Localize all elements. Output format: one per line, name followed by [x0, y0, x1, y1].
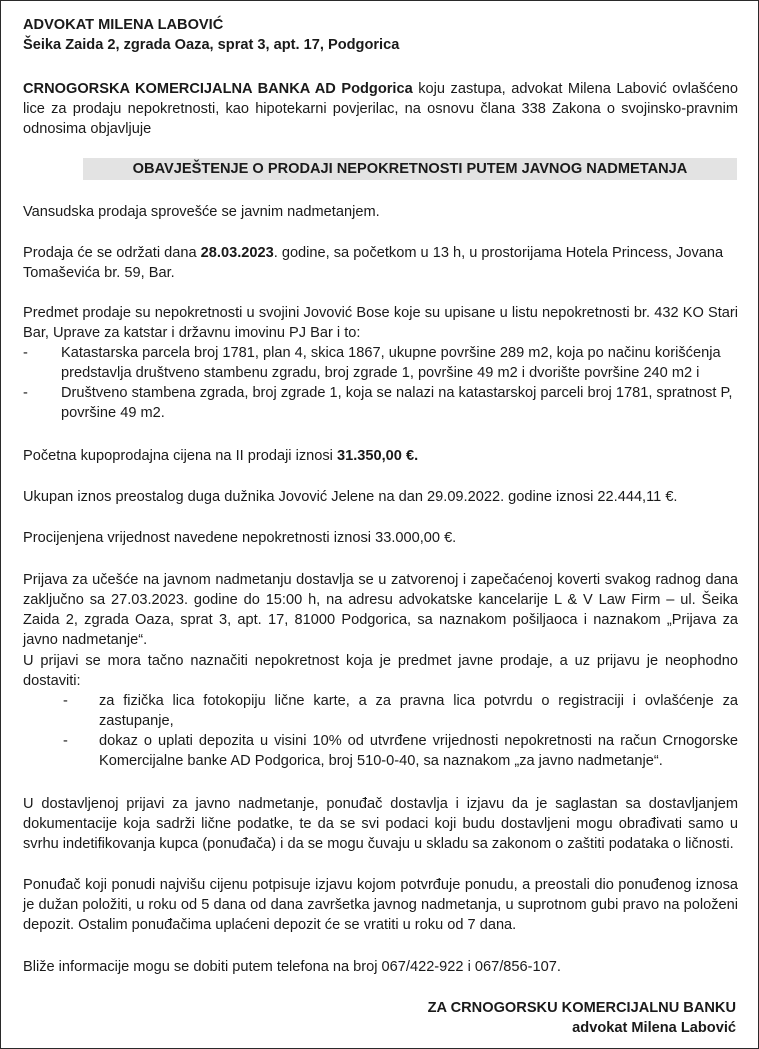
notice-title: OBAVJEŠTENJE O PRODAJI NEPOKRETNOSTI PUTEM JAVNOG NADMETANJA — [83, 158, 737, 180]
list-dash: - — [63, 693, 68, 709]
signature-line2: advokat Milena Labović — [572, 1020, 736, 1036]
list-item — [23, 383, 738, 423]
requirement-deposit: dokaz o uplati depozita u visini 10% od utvrđene vrijednosti nepokretnosti na račun Crnogorske Komercijalne banke AD Podgorica, broj 510-0-40, sa naznakom „za javno nadmetanje“. — [99, 733, 738, 769]
paragraph-personal-data: U dostavljenoj prijavi za javno nadmetanje, ponuđač dostavlja i izjavu da je saglastan sa dostavljanjem dokumentacije koja sadrži lične podatke, te da se svi podaci koji budu dostavljeni mogu obrađivati samo u svrhu indetifikovanja kupca (ponuđača) i da se mogu čuvaju u skladu sa zakonom o zaštiti podataka o ličnosti. — [23, 796, 738, 852]
property-item-building: Društveno stambena zgrada, broj zgrade 1, koja se nalazi na katastarskoj parceli broj 1781, spratnost P, površine 49 m2. — [61, 385, 733, 421]
paragraph-property — [23, 303, 738, 423]
sale-date-text: Prodaja će se održati dana — [23, 245, 201, 261]
requirement-id: za fizička lica fotokopiju lične karte, a za pravna lica potvrdu o registraciji i ovlašćenje za zastupanje, — [99, 693, 738, 729]
paragraph-starting-price — [23, 446, 738, 466]
property-intro: Predmet prodaje su nepokretnosti u svojini Jovović Bose koje su upisane u listu nepokretnosti br. 432 KO Stari Bar, Uprave za katstar i državnu imovinu PJ Bar i to: — [23, 305, 738, 341]
requirements-intro: U prijavi se mora tačno naznačiti nepokretnost koja je predmet javne prodaje, a uz prijavu je neophodno dostaviti: — [23, 653, 738, 689]
signature — [428, 998, 736, 1038]
paragraph-debt: Ukupan iznos preostalog duga dužnika Jovović Jelene na dan 29.09.2022. godine iznosi 22.444,11 €. — [23, 489, 678, 505]
starting-price: 31.350,00 €. — [336, 448, 419, 464]
property-item-parcel: Katastarska parcela broj 1781, plan 4, skica 1867, ukupne površine 289 m2, koja po načinu korišćenja predstavlja društveno stambenu zgradu, broj zgrade 1, površine 49 m2 i dvorište površine 240 m2 i — [61, 345, 721, 381]
paragraph-application: Prijava za učešće na javnom nadmetanju dostavlja se u zatvorenoj i zapečaćenoj koverti svakog radnog dana zaključno sa 27.03.2023. godine do 15:00 h, na adresu advokatske kancelarije L & V Law Firm – ul. Šeika Zaida 2, zgrada Oaza, sprat 3, apt. 17, 81000 Podgorica, sa naznakom pošiljaoca i naznakom „Prijava za javno nadmetanje“. — [23, 572, 738, 648]
signature-line1: ZA CRNOGORSKU KOMERCIJALNU BANKU — [427, 1000, 736, 1016]
list-item — [23, 731, 738, 771]
paragraph-valuation: Procijenjena vrijednost navedene nepokretnosti iznosi 33.000,00 €. — [23, 530, 457, 546]
paragraph-winning-bidder: Ponuđač koji ponudi najvišu cijenu potpisuje izjavu kojom potvrđuje ponudu, a preostali dio ponuđenog iznosa je dužan položiti, u roku od 5 dana od dana završetka javnog nadmetanja, u suprotnom gubi pravo na položeni depozit. Ostalim ponuđačima uplaćeni depozit će se vratiti u roku od 7 dana. — [23, 877, 738, 933]
list-dash: - — [63, 733, 68, 749]
bank-name: CRNOGORSKA KOMERCIJALNA BANKA AD Podgorica — [23, 81, 413, 97]
price-text: Početna kupoprodajna cijena na II prodaji iznosi — [23, 448, 337, 464]
paragraph-contact: Bliže informacije mogu se dobiti putem telefona na broj 067/422-922 i 067/856-107. — [23, 959, 561, 975]
list-item — [23, 343, 738, 383]
paragraph-sale-date — [23, 243, 738, 283]
sale-date: 28.03.2023 — [200, 245, 274, 261]
paragraph-requirements — [23, 651, 738, 771]
lawyer-name: ADVOKAT MILENA LABOVIĆ — [23, 17, 224, 33]
header — [23, 15, 738, 55]
sale-location-text: . godine, sa početkom u 13 h, u prostorijama Hotela Princess, Jovana Tomaševića br. 59, Bar. — [23, 245, 724, 281]
intro-text: koju zastupa, advokat Milena Labović ovlašćeno lice za prodaju nepokretnosti, kao hipotekarni povjerilac, na osnovu člana 338 Zakona o svojinsko-pravnim odnosima objavljuje — [23, 81, 738, 137]
list-dash: - — [23, 385, 28, 401]
lawyer-address: Šeika Zaida 2, zgrada Oaza, sprat 3, apt. 17, Podgorica — [23, 37, 400, 53]
intro-paragraph — [23, 79, 738, 139]
list-dash: - — [23, 345, 28, 361]
paragraph-sale-method: Vansudska prodaja sprovešće se javnim nadmetanjem. — [23, 204, 380, 220]
list-item — [23, 691, 738, 731]
